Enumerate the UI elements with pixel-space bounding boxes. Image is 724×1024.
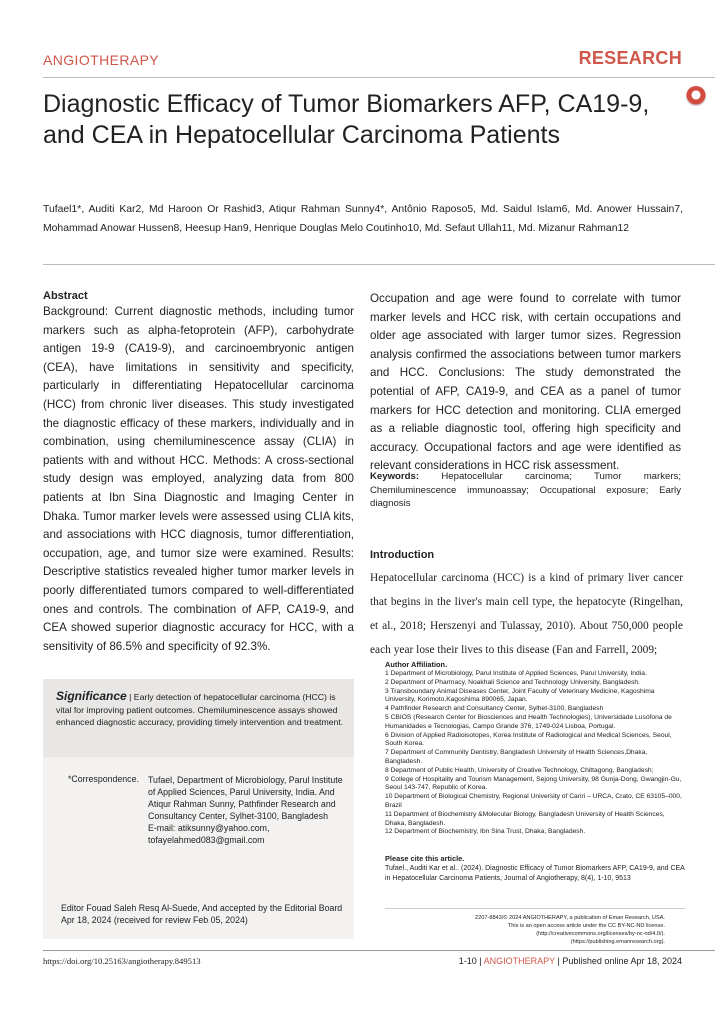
affiliation-heading: Author Affiliation. — [385, 660, 448, 669]
journal-name: ANGIOTHERAPY — [43, 52, 160, 68]
footer-divider — [43, 950, 715, 951]
introduction-heading: Introduction — [370, 549, 435, 561]
affiliation-list — [385, 670, 685, 837]
abstract-text-right: Occupation and age were found to correlate with tumor marker levels and HCC risk, with certain occupations and older age associated with larger tumor sizes. Regression analysis confirmed the associations between tumor markers and HCC. Conclusions: The study demonstrated the potential of AFP, CA19-9, and CEA as a panel of tumor markers for HCC detection and monitoring. CLIA emerged as a reliable diagnostic tool, offering high specificity and accuracy. Occupational factors and age were identified as relevant considerations in HCC risk assessment. — [370, 292, 681, 473]
page-range: 1-10 — [458, 956, 477, 966]
license-line: 2207-8843/© 2024 ANGIOTHERAPY, a publication of Eman Research, USA. — [475, 915, 665, 921]
abstract-text-left: Background: Current diagnostic methods, including tumor markers such as alpha-fetoprotein (AFP), carbohydrate antigen 19-9 (CA19-9), and carcinoembryonic antigen (CEA), have limitations in sensitivity and specificity, particularly in differentiating Hepatocellular carcinoma (HCC) from chronic liver diseases. This study investigated the diagnostic efficacy of these markers, individually and in combination, using chemiluminescence assay (CLIA) in patients with and without HCC. Methods: A cross-sectional study design was employed, analyzing data from 800 patients at Ibn Sina Diagnostic and Imaging Center in Dhaka. Tumor marker levels were assessed using CLIA kits, and associations with HCC diagnosis, tumor differentiation, occupation, age, and tumor size were examined. Results: Descriptive statistics revealed higher tumor marker levels in poorly differentiated tumors compared to well-differentiated ones and controls. The combination of AFP, CA19-9, and CEA showed superior diagnostic accuracy for HCC, with a sensitivity of 86.5% and specificity of 92.3%. — [43, 305, 354, 653]
correspondence-email-line — [148, 822, 348, 834]
footer-pipe: | — [557, 956, 560, 966]
citation-divider — [385, 908, 685, 909]
article-title: Diagnostic Efficacy of Tumor Biomarkers AFP, CA19-9, and CEA in Hepatocellular Carcinoma Patients — [43, 90, 650, 149]
significance — [56, 690, 346, 729]
abstract-heading: Abstract — [43, 290, 88, 302]
section-label: RESEARCH — [578, 48, 682, 68]
correspondence-label: *Correspondence. — [68, 774, 139, 784]
affiliation-item: 9 College of Hospitality and Tourism Management, Sejong University, 98 Gunja-Dong, Gwangjin-Gu, Seoul 143-747, Republic of Korea. — [385, 775, 682, 792]
editor-note: Editor Fouad Saleh Resq Al-Suede, And accepted by the Editorial Board Apr 18, 2024 (received for review Feb 05, 2024) — [61, 903, 343, 925]
affiliation-item: 10 Department of Biological Chemistry, Regional University of Cariri – URCA, Crato, CE 63105–000, Brazil — [385, 793, 682, 809]
email-label: E-mail: — [148, 823, 176, 833]
license-line: This is an open access article under the CC BY-NC-ND license. — [507, 923, 665, 929]
significance-text: Early detection of hepatocellular carcinoma (HCC) is vital for improving patient outcomes. Chemiluminescence assays showed enhanced diagnostic accuracy, providing timely intervention and treatment. — [56, 692, 344, 727]
authors-divider — [43, 264, 715, 265]
license-notice — [420, 914, 665, 946]
footer-journal: ANGIOTHERAPY — [483, 956, 556, 966]
significance-label: Significance — [56, 689, 127, 703]
footer-info — [459, 956, 682, 966]
keywords-list: Hepatocellular carcinoma; Tumor markers; Chemiluminescence immunoassay; Occupational exposure; Early diagnosis — [370, 471, 682, 509]
author-list: Tufael1*, Auditi Kar2, Md Haroon Or Rashid3, Atiqur Rahman Sunny4*, Antônio Raposo5, Md. Saidul Islam6, Md. Anower Hussain7, Mohammad Anowar Hussen8, Heesup Han9, Henrique Douglas Melo Coutinho10, Md. Sefaut Ullah11, Md. Mizanur Rahman12 — [43, 204, 683, 234]
license-link[interactable]: (https://publishing.emanresearch.org). — [570, 939, 665, 945]
email-link[interactable]: atiksunny@yahoo.com, — [177, 823, 270, 833]
correspondence-details — [148, 774, 348, 846]
affiliation-item: 4 Pathfinder Research and Consultancy Center, Sylhet-3100, Bangladesh — [385, 705, 604, 713]
affiliation-item: 6 Division of Applied Radioisotopes, Korea Institute of Radiological and Medical Sciences, Seoul, South Korea. — [385, 731, 672, 748]
license-link[interactable]: (http://creativecommons.org/licenses/by-nc-nd/4.0/). — [536, 931, 665, 937]
affiliation-item: 12 Department of Biochemistry, Ibn Sina Trust, Dhaka, Bangladesh. — [385, 828, 586, 836]
affiliation-item: 1 Department of Microbiology, Parul Institute of Applied Sciences, Parul University, India. — [385, 670, 647, 677]
email-link[interactable]: tofayelahmed083@gmail.com — [148, 835, 265, 845]
introduction-text: Hepatocellular carcinoma (HCC) is a kind of primary liver cancer that begins in the liver's main cell type, the hepatocyte (Ringelhan, et al., 2018; Herszenyi and Tulassay, 2010). About 750,000 people each year lose their lives to this disease (Fan and Farrell, 2009; — [370, 572, 683, 656]
citation-text: Tufael., Auditi Kar et al.. (2024). Diagnostic Efficacy of Tumor Biomarkers AFP, CA19-9, and CEA in Hepatocellular Carcinoma Patients, Journal of Angiotherapy, 8(4), 1-10, 9513 — [385, 865, 685, 882]
keywords-label: Keywords: — [370, 471, 420, 482]
citation-heading: Please cite this article. — [385, 854, 465, 863]
keywords — [370, 470, 681, 511]
correspondence-text: Tufael, Department of Microbiology, Parul Institute of Applied Sciences, Parul University, India. And Atiqur Rahman Sunny, Pathfinder Research and Consultancy Center, Sylhet-3100, Bangladesh — [148, 775, 343, 821]
affiliation-item: 3 Transboundary Animal Diseases Center, Joint Faculty of Veterinary Medicine, Kagoshima University, Korimoto,Kagoshima 890065, Japan. — [385, 687, 655, 704]
doi-link[interactable]: https://doi.org/10.25163/angiotherapy.849513 — [43, 956, 201, 966]
publication-date: Published online Apr 18, 2024 — [562, 956, 682, 966]
footer-pipe: | — [479, 956, 482, 966]
header-divider — [43, 77, 715, 78]
affiliation-item: 11 Department of Biochemistry &Molecular Biology, Bangladesh University of Health Sciences, Dhaka, Bangladesh. — [385, 810, 665, 827]
crossmark-icon[interactable] — [686, 86, 706, 106]
affiliation-item: 5 CBIOS (Research Center for Biosciences and Health Technologies), Universidade Lusófona de Humanidades e Tecnologias, Campo Grande 376, 1749-024 Lisboa, Portugal. — [385, 713, 672, 730]
affiliation-item: 8 Department of Public Health, University of Creative Technology, Chittagong, Bangladesh; — [385, 766, 654, 774]
affiliation-item: 2 Department of Pharmacy, Noakhali Science and Technology University, Bangladesh. — [385, 678, 641, 686]
significance-separator: | — [129, 692, 132, 702]
affiliation-item: 7 Department of Community Dentistry, Bangladesh University of Health Sciences,Dhaka, Bangladesh. — [385, 749, 648, 765]
